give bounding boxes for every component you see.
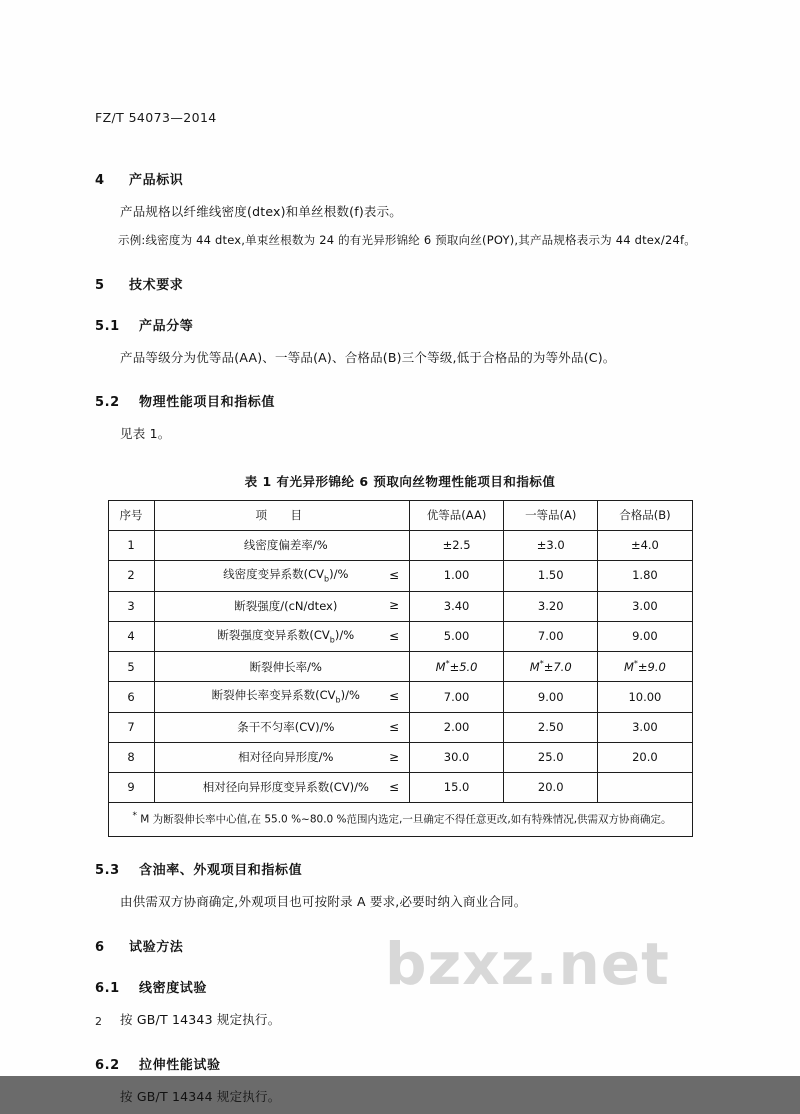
cell-item-text: 相对径向异形度变异系数(CV)/%: [202, 780, 369, 795]
cell-aa: 3.40: [410, 591, 504, 621]
cell-item-symbol: ≥: [388, 749, 399, 764]
section-title-5: 技术要求: [129, 277, 184, 293]
table-row: [108, 591, 692, 621]
cell-b: 3.00: [598, 591, 692, 621]
cell-b: 9.00: [598, 621, 692, 652]
page-content: [95, 110, 705, 1114]
table-caption: 表 1 有光异形锦纶 6 预取向丝物理性能项目和指标值: [244, 474, 556, 490]
spec-table: [108, 500, 693, 837]
section-heading-5-1: [95, 315, 705, 334]
section-heading-6-2: [95, 1054, 705, 1073]
section-title-6: 试验方法: [129, 939, 184, 955]
table-row: [108, 621, 692, 652]
cell-no: 6: [108, 682, 154, 713]
section-heading-5-2: [95, 391, 705, 410]
cell-item-text: 断裂强度变异系数$(CV_b)/\%$: [217, 627, 355, 645]
section-number-6-2: 6.2: [95, 1057, 120, 1073]
cell-item-symbol: ≤: [388, 779, 399, 794]
watermark: bzxz.net: [385, 930, 670, 998]
cell-item-text: 断裂强度/(cN/dtex): [234, 598, 338, 613]
cell-no: 5: [108, 652, 154, 682]
section-heading-4: [95, 169, 705, 188]
cell-item: [154, 682, 409, 713]
cell-a: M*±7.0: [504, 652, 598, 682]
cell-aa: 15.0: [410, 773, 504, 803]
cell-aa: 30.0: [410, 743, 504, 773]
section-title-5-3: 含油率、外观项目和指标值: [139, 863, 303, 879]
table-row: [108, 682, 692, 713]
section-6-2-paragraph-1: 按 GB/T 14344 规定执行。: [120, 1088, 281, 1104]
table-row: [108, 743, 692, 773]
cell-a: 20.0: [504, 773, 598, 803]
section-heading-5: [95, 274, 705, 293]
cell-b: M*±9.0: [598, 652, 692, 682]
cell-a: 7.00: [504, 621, 598, 652]
cell-item-text: 断裂伸长率变异系数$(CV_b)/\%$: [211, 688, 360, 705]
cell-item-text: 相对径向异形度/%: [238, 750, 334, 765]
cell-aa: 2.00: [410, 713, 504, 743]
section-number-5-3: 5.3: [95, 863, 120, 879]
section-title-6-1: 线密度试验: [139, 980, 208, 996]
cell-a: 9.00: [504, 682, 598, 713]
table-header-no: 序号: [108, 501, 154, 531]
section-number-5: 5: [95, 277, 105, 293]
cell-a: ±3.0: [504, 531, 598, 561]
cell-b: 1.80: [598, 561, 692, 592]
section-heading-6-1: [95, 977, 705, 996]
table-header-a: 一等品(A): [504, 501, 598, 531]
cell-a: 25.0: [504, 743, 598, 773]
cell-a: 1.50: [504, 561, 598, 592]
cell-item: [154, 561, 409, 592]
cell-item-symbol: ≤: [388, 628, 399, 643]
cell-aa: 1.00: [410, 561, 504, 592]
section-number-5-1: 5.1: [95, 318, 120, 334]
cell-b: 20.0: [598, 743, 692, 773]
cell-aa: ±2.5: [410, 531, 504, 561]
table-row: [108, 713, 692, 743]
cell-item-symbol: ≤: [388, 568, 399, 583]
cell-item-symbol: ≥: [388, 598, 399, 613]
section-4-paragraph-1: 产品规格以纤维线密度(dtex)和单丝根数(f)表示。: [120, 204, 403, 219]
cell-b: ±4.0: [598, 531, 692, 561]
cell-item-symbol: ≤: [388, 689, 399, 704]
cell-item: [154, 652, 409, 682]
table-note-row: [108, 803, 692, 837]
cell-no: 7: [108, 713, 154, 743]
cell-item: [154, 531, 409, 561]
page-number: 2: [95, 1015, 102, 1028]
table-row: [108, 561, 692, 592]
cell-item-text: 线密度变异系数$(CV_b)/\%$: [223, 567, 349, 584]
cell-no: 2: [108, 561, 154, 592]
section-number-4: 4: [95, 173, 105, 188]
section-5-2-paragraph-1: 见表 1。: [120, 426, 171, 442]
table-row: [108, 652, 692, 682]
cell-no: 8: [108, 743, 154, 773]
table-row: [108, 773, 692, 803]
section-heading-6: [95, 936, 705, 955]
cell-aa: 7.00: [410, 682, 504, 713]
cell-item: [154, 591, 409, 621]
footnote-marker: *: [132, 810, 137, 821]
cell-item-symbol: ≤: [388, 719, 399, 734]
table-header-row: [108, 501, 692, 531]
table-header-b: 合格品(B): [598, 501, 692, 531]
section-number-6: 6: [95, 939, 105, 955]
cell-item: [154, 713, 409, 743]
cell-item: [154, 773, 409, 803]
cell-b: 10.00: [598, 682, 692, 713]
cell-item: [154, 621, 409, 652]
section-5-3-paragraph-1: 由供需双方协商确定,外观项目也可按附录 A 要求,必要时纳入商业合同。: [120, 894, 527, 910]
section-title-5-2: 物理性能项目和指标值: [139, 395, 276, 411]
cell-aa: M*±5.0: [410, 652, 504, 682]
table-header-aa: 优等品(AA): [410, 501, 504, 531]
section-title-5-1: 产品分等: [139, 318, 194, 334]
section-6-1-paragraph-1: 按 GB/T 14343 规定执行。: [120, 1011, 281, 1027]
table-note-text: M 为断裂伸长率中心值,在 55.0 %~80.0 %范围内选定,一旦确定不得任意更改,如有特殊情况,供需双方协商确定。: [140, 813, 672, 826]
cell-b: 3.00: [598, 713, 692, 743]
cell-b: [598, 773, 692, 803]
cell-no: 1: [108, 531, 154, 561]
cell-no: 9: [108, 773, 154, 803]
section-title-4: 产品标识: [129, 173, 184, 188]
cell-a: 3.20: [504, 591, 598, 621]
table-row: [108, 531, 692, 561]
section-title-6-2: 拉伸性能试验: [139, 1057, 221, 1073]
cell-item-text: 断裂伸长率/%: [249, 659, 322, 674]
section-number-5-2: 5.2: [95, 395, 120, 411]
cell-no: 4: [108, 621, 154, 652]
cell-a: 2.50: [504, 713, 598, 743]
cell-no: 3: [108, 591, 154, 621]
cell-item-text: 条干不匀率(CV)/%: [237, 720, 335, 735]
cell-aa: 5.00: [410, 621, 504, 652]
section-number-6-1: 6.1: [95, 980, 120, 996]
cell-item: [154, 743, 409, 773]
section-heading-5-3: [95, 859, 705, 878]
standard-code-header: FZ/T 54073—2014: [95, 110, 217, 125]
section-4-paragraph-2: 示例:线密度为 44 dtex,单束丝根数为 24 的有光异形锦纶 6 预取向丝(POY),其产品规格表示为 44 dtex/24f。: [118, 232, 696, 247]
table-header-item: 项 目: [154, 501, 409, 531]
section-5-1-paragraph-1: 产品等级分为优等品(AA)、一等品(A)、合格品(B)三个等级,低于合格品的为等外品(C)。: [120, 349, 616, 365]
cell-item-text: 线密度偏差率/%: [243, 538, 328, 553]
table-note-cell: [108, 803, 692, 837]
